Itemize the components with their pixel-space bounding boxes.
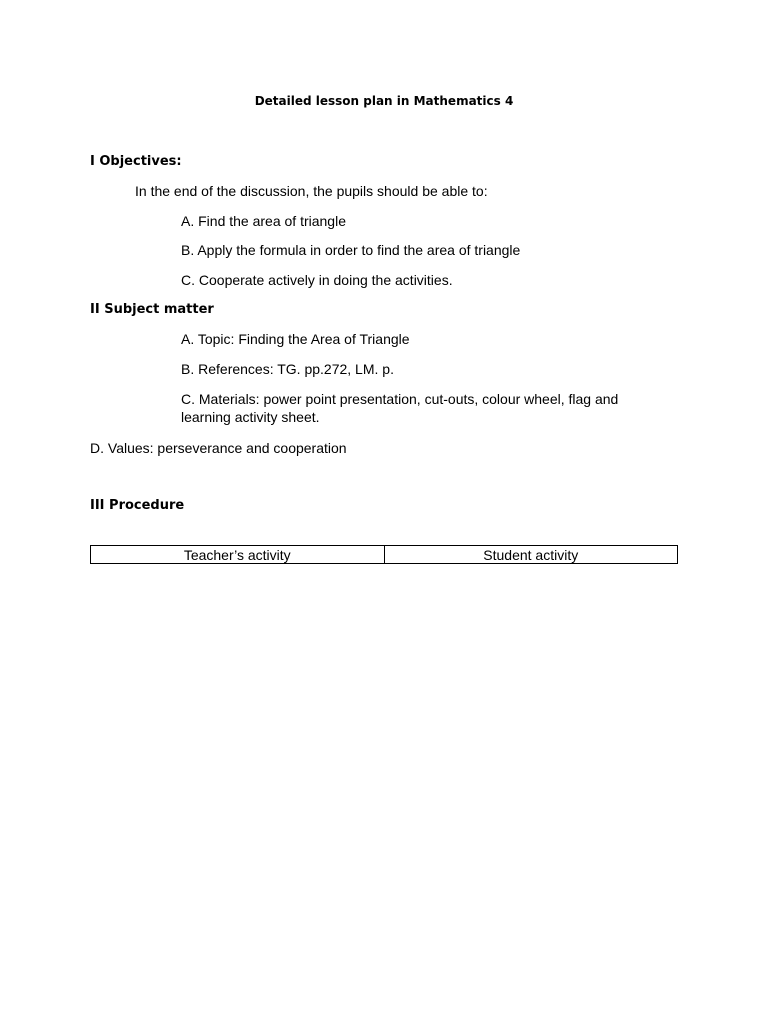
subject-item-values: D. Values: perseverance and cooperation	[90, 440, 347, 456]
teacher-activity-header: Teacher’s activity	[91, 546, 385, 564]
table-header-row	[91, 546, 678, 564]
procedure-table	[90, 545, 678, 564]
subject-matter-heading: II Subject matter	[90, 302, 214, 317]
objective-item-a: A. Find the area of triangle	[181, 213, 346, 229]
student-activity-header: Student activity	[384, 546, 678, 564]
objectives-intro: In the end of the discussion, the pupils should be able to:	[135, 183, 488, 199]
procedure-heading: III Procedure	[90, 498, 185, 513]
subject-item-topic: A. Topic: Finding the Area of Triangle	[181, 331, 410, 347]
subject-item-materials: C. Materials: power point presentation, cut-outs, colour wheel, flag and learning activity sheet.	[181, 391, 619, 425]
objective-item-c: C. Cooperate actively in doing the activities.	[181, 272, 453, 288]
objective-item-b: B. Apply the formula in order to find the area of triangle	[181, 242, 521, 258]
document-title: Detailed lesson plan in Mathematics 4	[254, 94, 514, 108]
objectives-heading: I Objectives:	[90, 154, 182, 169]
subject-item-references: B. References: TG. pp.272, LM. p.	[181, 361, 394, 377]
